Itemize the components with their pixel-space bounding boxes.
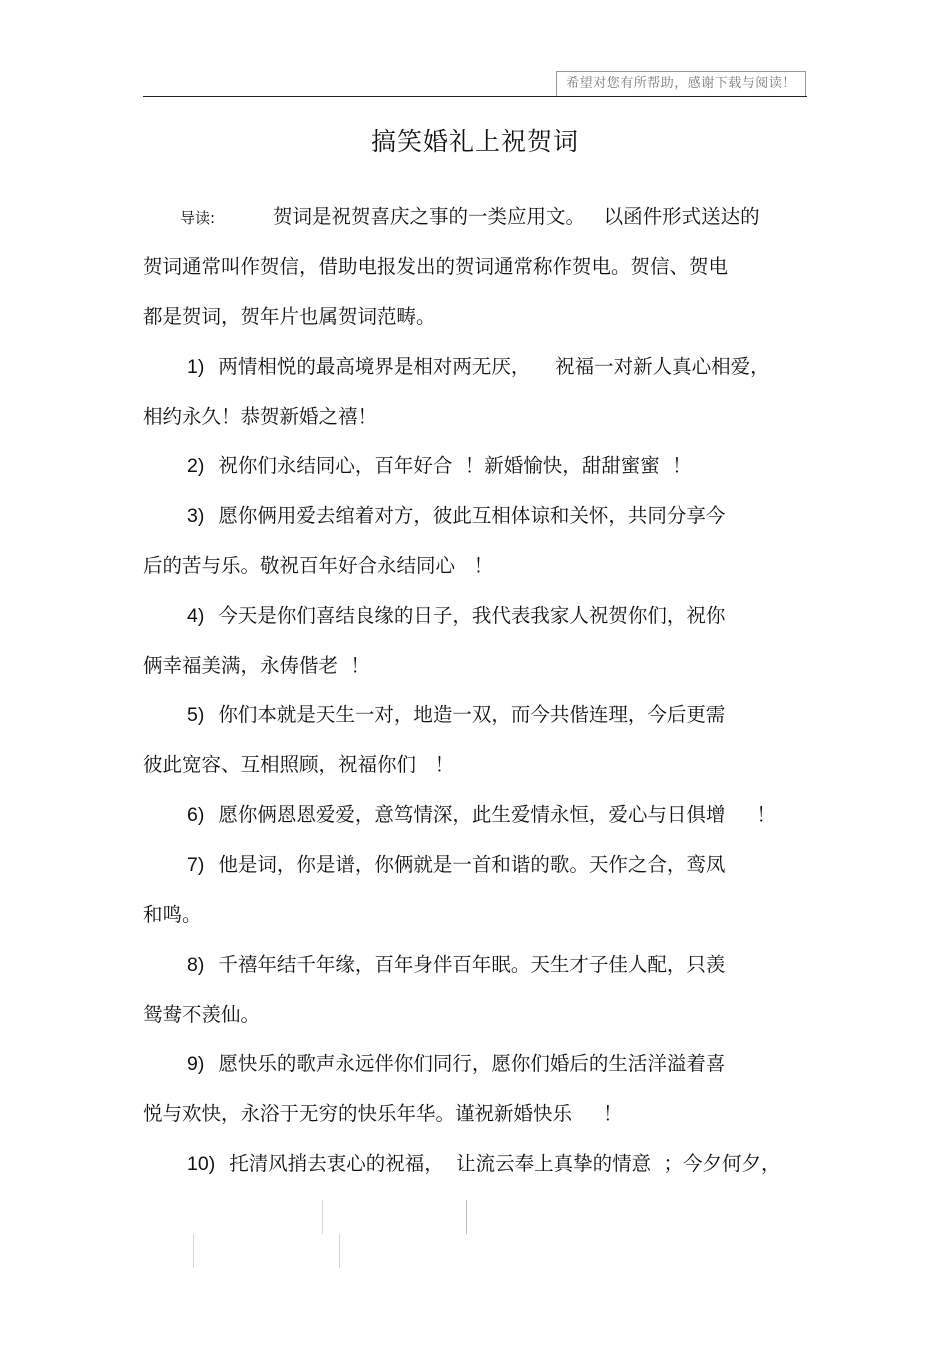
table-rule [322,1200,323,1234]
item-text: 今天是你们喜结良缘的日子，我代表我家人祝贺你们，祝你 [218,604,726,627]
list-item [187,950,725,980]
intro-line: 贺词通常叫作贺信，借助电报发出的贺词通常称作贺电。贺信、贺电 [143,255,729,278]
item-text: 愿你俩用爱去绾着对方，彼此互相体谅和关怀，共同分享今 [218,504,726,527]
item-text: 鸳鸯不羡仙。 [143,1003,261,1026]
item-number: 5) [187,704,205,726]
item-number: 1) [187,356,205,378]
page-title: 搞笑婚礼上祝贺词 [370,127,579,156]
list-item [187,601,725,631]
item-text: 相约永久！恭贺新婚之禧！ [143,405,378,428]
list-item [187,352,770,382]
list-item [187,1049,725,1079]
table-rule [466,1200,467,1234]
item-number: 6) [187,804,205,826]
list-item [187,501,725,531]
item-number: 3) [187,505,205,527]
list-item [187,451,692,481]
item-text: 托清风捎去衷心的祝福， 让流云奉上真挚的情意 ；今夕何夕， [229,1152,781,1175]
item-text: 后的苦与乐。敬祝百年好合永结同心 ！ [143,554,494,577]
item-number: 7) [187,854,205,876]
item-text: 彼此宽容、互相照顾，祝福你们 ！ [143,753,455,776]
intro-label: 导读: [180,209,216,227]
intro-line: 都是贺词，贺年片也属贺词范畴。 [143,305,436,328]
table-rule [193,1234,194,1268]
item-text: 他是词，你是谱，你俩就是一首和谐的歌。天作之合，鸾凤 [218,853,726,876]
list-item [187,1149,780,1179]
list-item [187,800,776,830]
item-text: 和鸣。 [143,903,202,926]
list-item [187,850,725,880]
item-text: 千禧年结千年缘，百年身伴百年眠。天生才子佳人配，只羡 [218,953,726,976]
item-number: 4) [187,605,205,627]
item-text: 两情相悦的最高境界是相对两无厌， 祝福一对新人真心相爱， [218,355,770,378]
item-text: 愿你俩恩恩爱爱，意笃情深，此生爱情永恒，爱心与日俱增 ！ [218,803,776,826]
item-text: 祝你们永结同心，百年好合 ！新婚愉快，甜甜蜜蜜 ！ [218,454,692,477]
list-item [187,700,725,730]
item-text: 悦与欢快，永浴于无穷的快乐年华。谨祝新婚快乐 ！ [143,1102,623,1125]
item-text: 你们本就是天生一对，地造一双，而今共偕连理，今后更需 [218,703,726,726]
header-divider [143,96,807,97]
item-number: 8) [187,954,205,976]
item-text: 愿快乐的歌声永远伴你们同行，愿你们婚后的生活洋溢着喜 [218,1052,726,1075]
item-number: 10) [187,1153,216,1175]
item-text: 俩幸福美满，永俦偕老 ！ [143,654,370,677]
table-rule [339,1234,340,1268]
header-note: 希望对您有所帮助，感谢下载与阅读！ [556,71,806,96]
intro-line: 贺词是祝贺喜庆之事的一类应用文。 以函件形式送达的 [273,205,760,228]
item-number: 2) [187,455,205,477]
item-number: 9) [187,1053,205,1075]
